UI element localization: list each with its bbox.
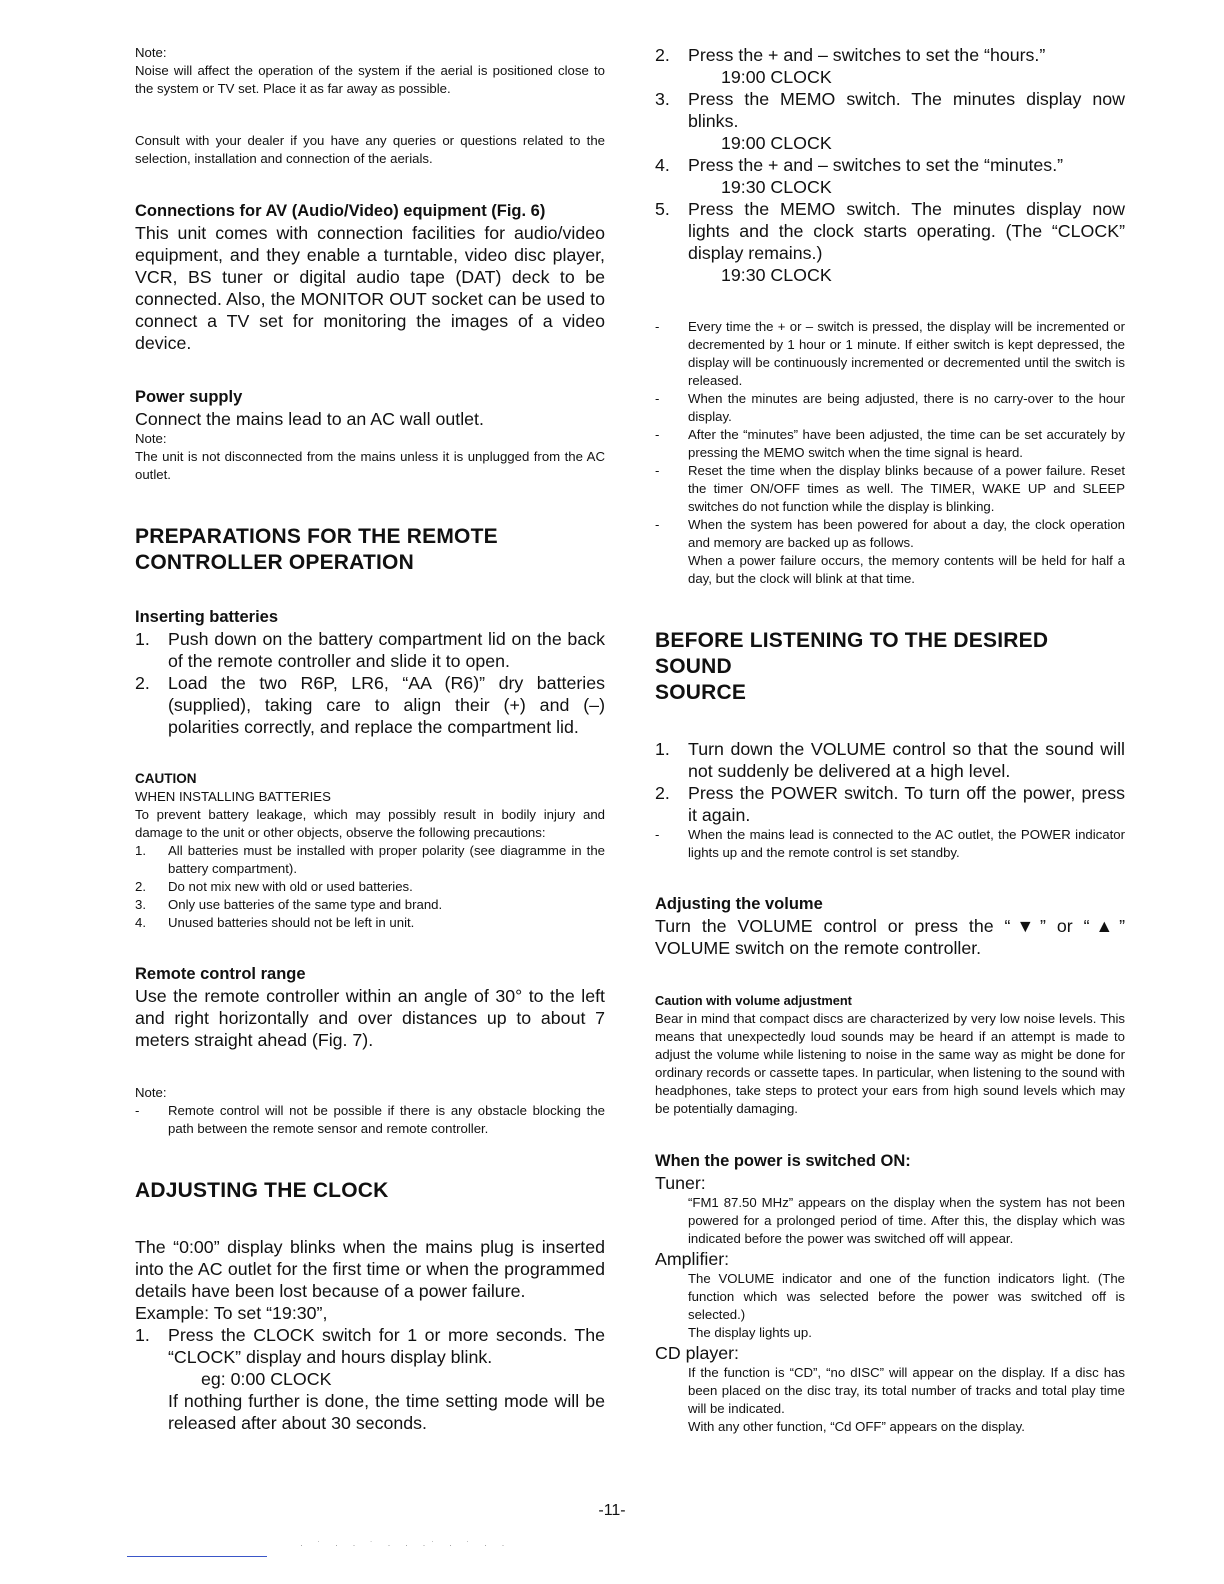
av-connections-body: This unit comes with connection facilities for audio/video equipment, and they enable a turntable, video disc player, VCR, BS tuner or digital audio tape (DAT) deck to be connected. Also, the MONITOR OUT socket can be used to connect a TV set for monitoring the images of a video device. [135, 223, 605, 353]
before-step [655, 738, 1125, 782]
item-number: 3. [135, 897, 146, 912]
clock-note [655, 516, 1125, 552]
range-note-label: Note: [135, 1085, 167, 1100]
preparations-heading-line1: PREPARATIONS FOR THE REMOTE [135, 525, 498, 548]
step-text: Press the POWER switch. To turn off the power, press it again. [688, 783, 1125, 825]
adjusting-volume-heading: Adjusting the volume [655, 895, 823, 913]
item-number: 2. [135, 879, 146, 894]
note-text: When the mains lead is connected to the AC outlet, the POWER indicator lights up and the remote control is set standby. [688, 827, 1125, 860]
right-column [655, 44, 1125, 1436]
dash-marker: - [655, 827, 660, 842]
range-note-text: Remote control will not be possible if there is any obstacle blocking the path between the remote sensor and remote controller. [168, 1103, 605, 1136]
clock-display: 19:30 CLOCK [721, 265, 832, 285]
step-extra-text: If nothing further is done, the time setting mode will be released after about 30 seconds. [168, 1391, 605, 1433]
note-label: Note: [135, 45, 167, 60]
clock-display: 19:00 CLOCK [721, 67, 832, 87]
tuner-text: “FM1 87.50 MHz” appears on the display when the system has not been powered for a prolonged period of time. After this, the display which was indicated before the power was switched off will appear. [688, 1195, 1125, 1246]
tuner-label: Tuner: [655, 1173, 706, 1193]
clock-step [655, 154, 1125, 198]
step-text: Press the + and – switches to set the “minutes.” [688, 155, 1064, 175]
step-text: Press the + and – switches to set the “hours.” [688, 45, 1046, 65]
step-number: 5. [655, 199, 670, 219]
before-listening-steps [655, 738, 1125, 862]
before-listening-heading-line1: BEFORE LISTENING TO THE DESIRED SOUND [655, 629, 1049, 678]
caution-item [135, 878, 605, 896]
dash-marker: - [655, 463, 660, 478]
step-number: 2. [135, 673, 150, 693]
before-step [655, 782, 1125, 826]
remote-range-body: Use the remote controller within an angle of 30° to the left and right horizontally and over distances up to about 7 meters straight ahead (Fig. 7). [135, 986, 605, 1050]
clock-step [655, 88, 1125, 154]
step-number: 2. [655, 45, 670, 65]
clock-note [655, 426, 1125, 462]
step-text: Press the MEMO switch. The minutes display now lights and the clock starts operating. (The “CLOCK” display remains.) [688, 199, 1125, 263]
av-connections-heading: Connections for AV (Audio/Video) equipment (Fig. 6) [135, 202, 546, 220]
clock-display: 19:30 CLOCK [721, 177, 832, 197]
dash-marker: - [655, 319, 660, 334]
item-text: Only use batteries of the same type and brand. [168, 897, 443, 912]
note-text: When the minutes are being adjusted, there is no carry-over to the hour display. [688, 391, 1125, 424]
caution-item [135, 896, 605, 914]
power-supply-heading: Power supply [135, 388, 243, 406]
adjusting-clock-heading: ADJUSTING THE CLOCK [135, 1179, 389, 1202]
clock-intro: The “0:00” display blinks when the mains plug is inserted into the AC outlet for the first time or when the programmed details have been lost because of a power failure. [135, 1237, 605, 1301]
left-column [135, 44, 605, 1434]
power-supply-body: Connect the mains lead to an AC wall outlet. [135, 409, 484, 429]
clock-step [655, 44, 1125, 88]
step-text: Push down on the battery compartment lid on the back of the remote controller and slide it to open. [168, 629, 605, 671]
note-extra-text: When a power failure occurs, the memory contents will be held for half a day, but the clock will blink at that time. [688, 553, 1125, 586]
range-note [135, 1102, 605, 1138]
clock-note [655, 462, 1125, 516]
item-text: Do not mix new with old or used batteries. [168, 879, 413, 894]
note-text: After the “minutes” have been adjusted, the time can be set accurately by pressing the MEMO switch when the time signal is heard. [688, 427, 1125, 460]
remote-range-heading: Remote control range [135, 965, 306, 983]
clock-note [655, 390, 1125, 426]
before-listening-heading-line2: SOURCE [655, 681, 747, 704]
preparations-heading-line2: CONTROLLER OPERATION [135, 551, 414, 574]
step-number: 4. [655, 155, 670, 175]
aerial-noise-note: Noise will affect the operation of the system if the aerial is positioned close to the system or TV set. Place it as far away as possible. [135, 63, 605, 96]
clock-notes [655, 318, 1125, 588]
power-on-heading: When the power is switched ON: [655, 1152, 911, 1170]
caution-intro: To prevent battery leakage, which may possibly result in bodily injury and damage to the unit or other objects, observe the following precautions: [135, 807, 605, 840]
item-text: All batteries must be installed with proper polarity (see diagramme in the battery compartment). [168, 843, 605, 876]
item-text: Unused batteries should not be left in unit. [168, 915, 415, 930]
dash-marker: - [655, 427, 660, 442]
caution-item [135, 842, 605, 878]
consult-dealer-text: Consult with your dealer if you have any queries or questions related to the selection, installation and connection of the aerials. [135, 133, 605, 166]
step-number: 1. [655, 739, 670, 759]
dash-marker: - [135, 1103, 140, 1118]
battery-step [135, 672, 605, 738]
step-text: Turn down the VOLUME control so that the sound will not suddenly be delivered at a high level. [688, 739, 1125, 781]
step-number: 3. [655, 89, 670, 109]
caution-subheading: WHEN INSTALLING BATTERIES [135, 789, 331, 804]
item-number: 4. [135, 915, 146, 930]
step-text: Load the two R6P, LR6, “AA (R6)” dry batteries (supplied), taking care to align their (+) and (–) polarities correctly, and replace the compartment lid. [168, 673, 605, 737]
dash-marker: - [655, 391, 660, 406]
item-number: 1. [135, 843, 146, 858]
amplifier-label: Amplifier: [655, 1249, 730, 1269]
step-text: Press the CLOCK switch for 1 or more seconds. The “CLOCK” display and hours display blink. [168, 1325, 605, 1367]
caution-label: CAUTION [135, 771, 197, 786]
amplifier-text: The VOLUME indicator and one of the function indicators light. (The function which was selected before the power was switched off is selected.) [688, 1271, 1125, 1322]
before-note [655, 826, 1125, 862]
step-number: 2. [655, 783, 670, 803]
note-text: Reset the time when the display blinks because of a power failure. Reset the timer ON/OFF times as well. The TIMER, WAKE UP and SLEEP switches do not function while the display is blinking. [688, 463, 1125, 514]
inserting-batteries-heading: Inserting batteries [135, 608, 279, 626]
amplifier-text-2: The display lights up. [688, 1325, 812, 1340]
page-number: -11- [598, 1502, 626, 1519]
step-number: 1. [135, 1325, 150, 1345]
power-note-label: Note: [135, 431, 167, 446]
scan-specks: · ˙ · · ˙ · · ·˙ · ˙ · · [300, 1540, 511, 1550]
cd-player-text-2: With any other function, “Cd OFF” appears on the display. [688, 1419, 1025, 1434]
battery-step [135, 628, 605, 672]
caution-volume-body: Bear in mind that compact discs are characterized by very low noise levels. This means that unexpectedly loud sounds may be heard if an attempt is made to adjust the volume while listening to noise in the same way as might be done for ordinary records or cassette tapes. In particular, when listening to the sound with headphones, take steps to protect your ears from high sound levels which may be potentially damaging. [655, 1011, 1125, 1116]
dash-marker: - [655, 517, 660, 532]
clock-step [655, 198, 1125, 286]
power-note-text: The unit is not disconnected from the mains unless it is unplugged from the AC outlet. [135, 449, 605, 482]
cd-player-text: If the function is “CD”, “no dISC” will appear on the display. If a disc has been placed on the disc tray, its total number of tracks and total play time will be indicated. [688, 1365, 1125, 1416]
footer-rule [127, 1556, 267, 1557]
clock-display-example: eg: 0:00 CLOCK [201, 1369, 332, 1389]
step-text: Press the MEMO switch. The minutes display now blinks. [688, 89, 1125, 131]
clock-step-1 [135, 1324, 605, 1434]
clock-display: 19:00 CLOCK [721, 133, 832, 153]
cd-player-label: CD player: [655, 1343, 739, 1363]
note-text: When the system has been powered for about a day, the clock operation and memory are backed up as follows. [688, 517, 1125, 550]
clock-note [655, 318, 1125, 390]
clock-example: Example: To set “19:30”, [135, 1303, 328, 1323]
adjusting-volume-body: Turn the VOLUME control or press the “▼” or “▲” VOLUME switch on the remote controller. [655, 916, 1125, 958]
caution-item [135, 914, 605, 932]
note-text: Every time the + or – switch is pressed, the display will be incremented or decremented by 1 hour or 1 minute. If either switch is kept depressed, the display will be continuously incremented or decremented until the switch is released. [688, 319, 1125, 388]
caution-volume-heading: Caution with volume adjustment [655, 993, 852, 1008]
step-number: 1. [135, 629, 150, 649]
